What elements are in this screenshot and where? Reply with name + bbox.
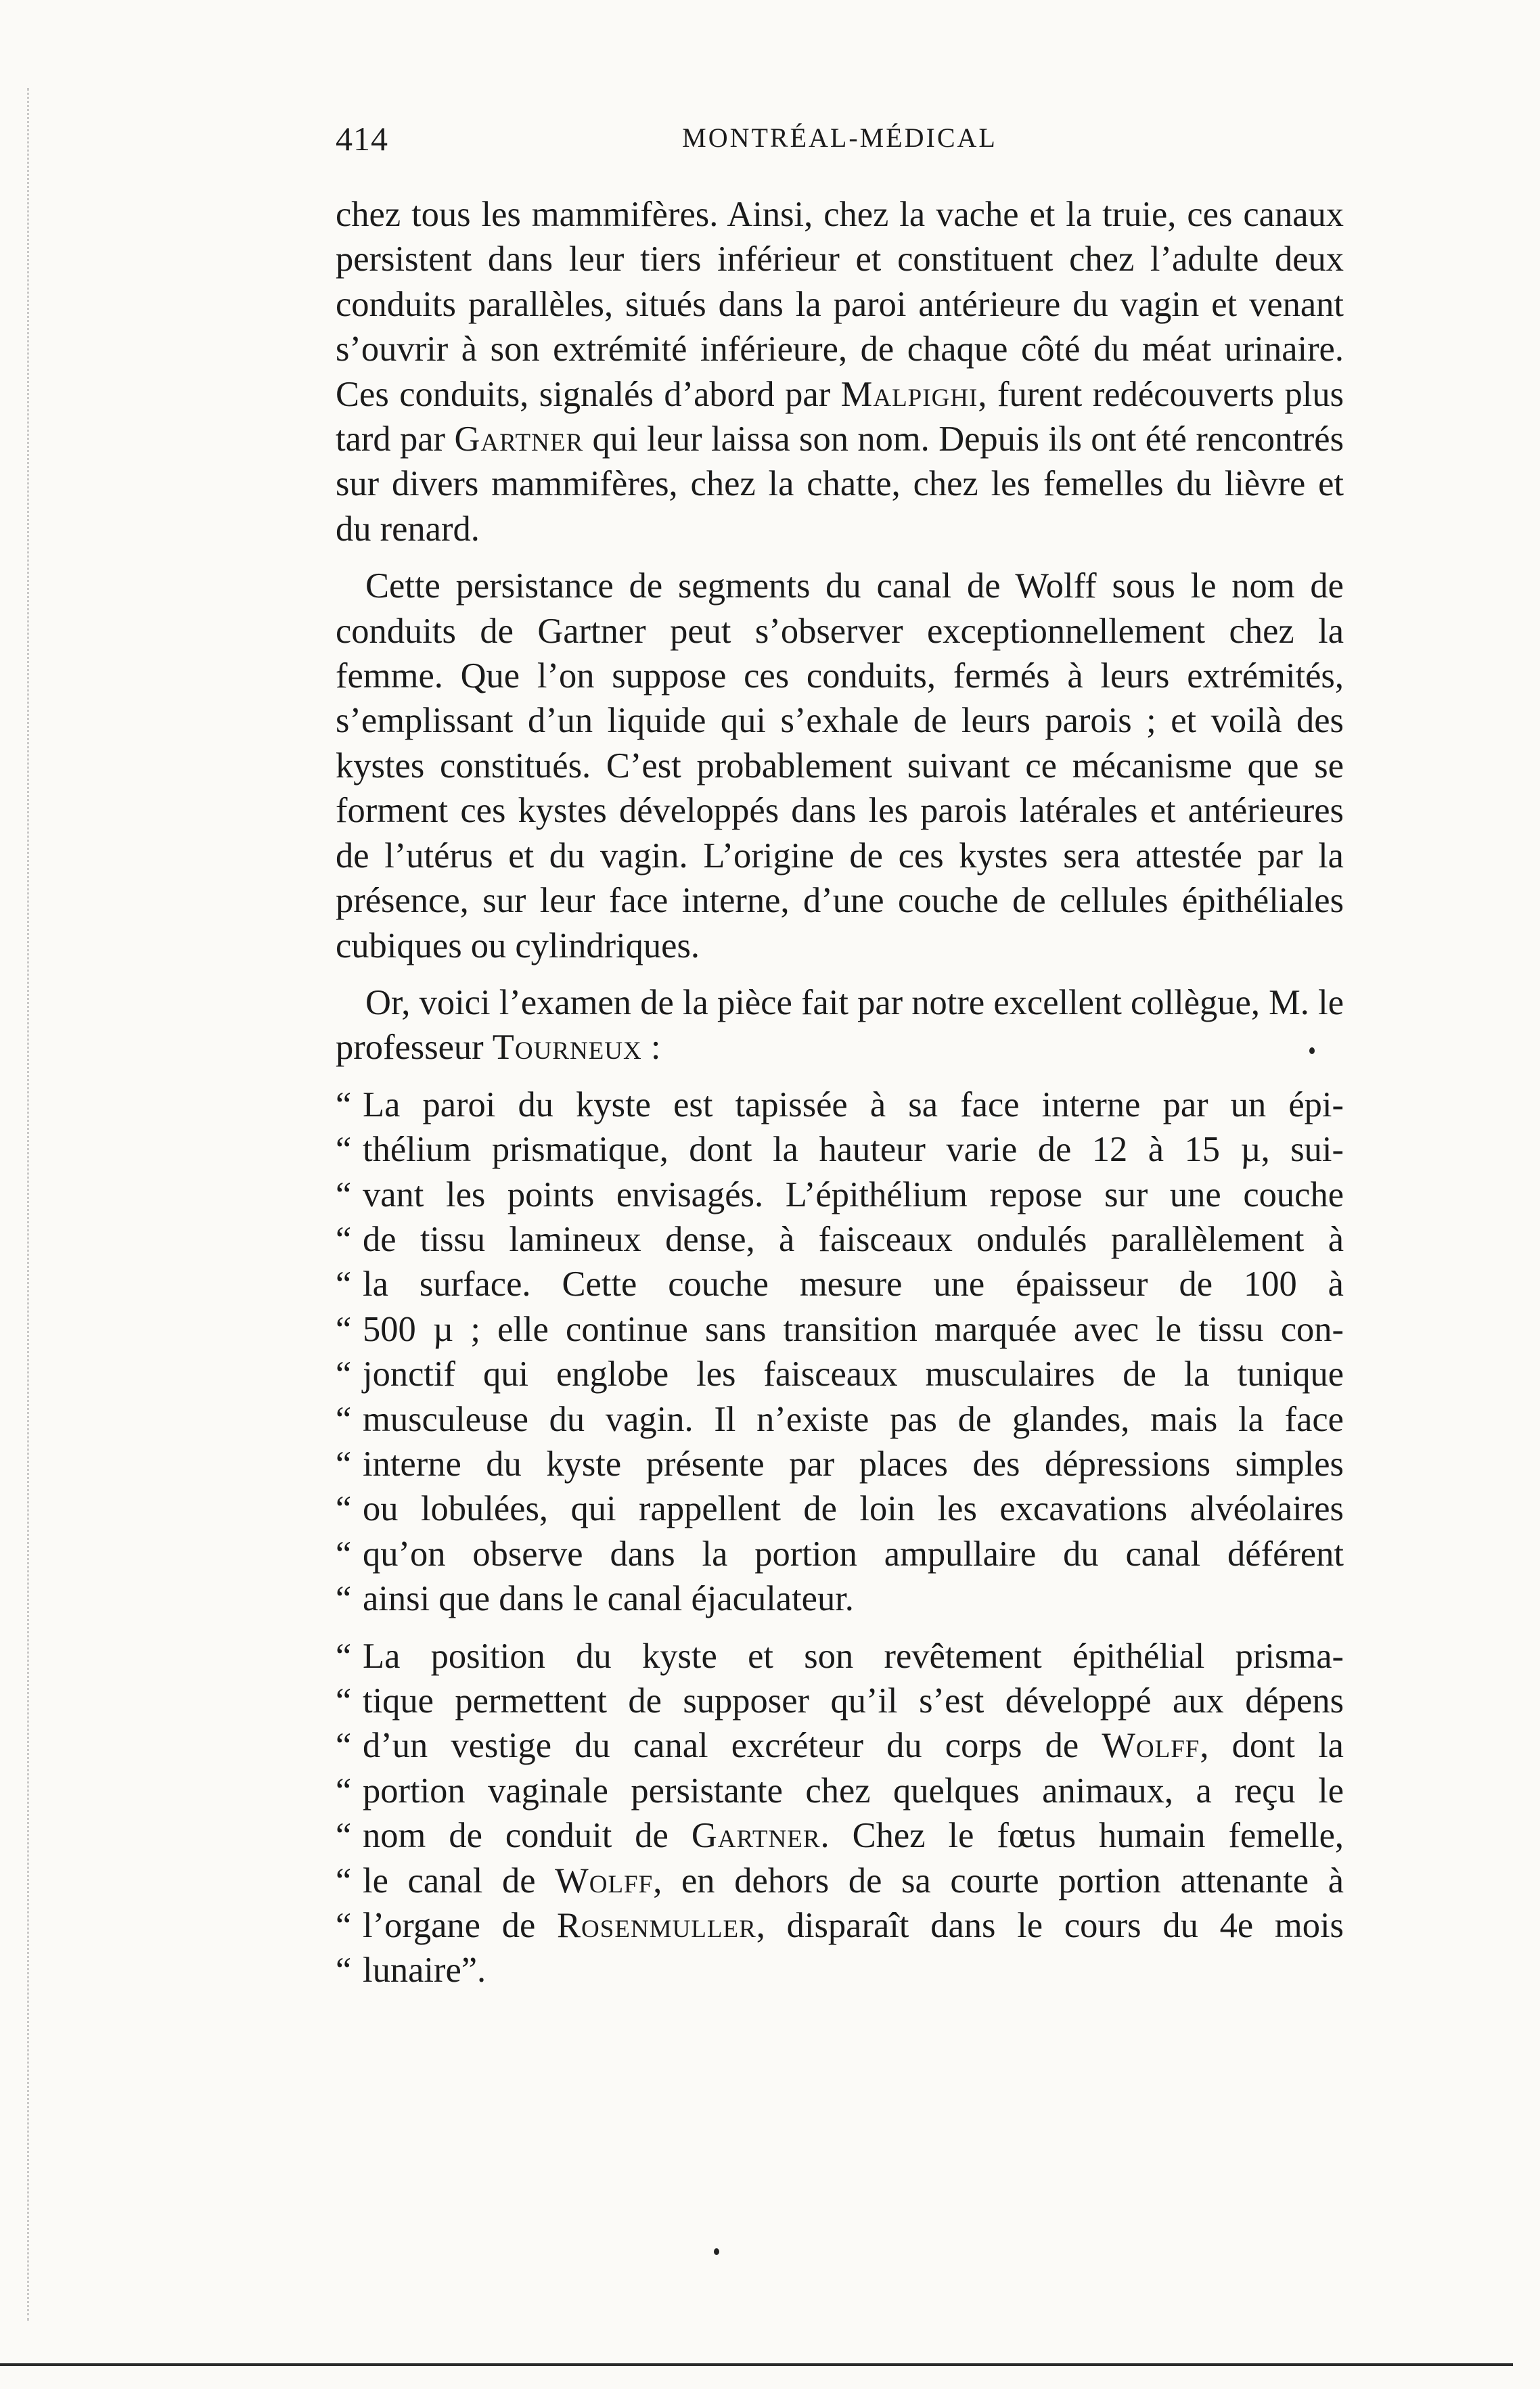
quote-line xyxy=(336,1723,1344,1768)
quote-line xyxy=(336,1397,1344,1442)
paragraph-1-mid: , furent redécouverts plus tard par xyxy=(336,374,1344,459)
quote-line xyxy=(336,1442,1344,1486)
quote-line xyxy=(336,1173,1344,1217)
paragraph-3 xyxy=(336,980,1344,1070)
quote-mark: “ xyxy=(336,1130,352,1170)
paragraph-3-text: Or, voici l’examen de la pièce fait par notre excellent collègue, M. le professeur xyxy=(336,982,1344,1068)
quote-mark: “ xyxy=(336,1636,352,1676)
quote-line-text: . Chez le fœtus humain femelle, xyxy=(820,1816,1344,1856)
quote-line-text: , disparaît dans le cours du 4e mois xyxy=(756,1906,1344,1946)
quote-line xyxy=(336,1769,1344,1813)
quote-mark: “ xyxy=(336,1444,352,1484)
quote-line-text: la surface. Cette couche mesure une épaisseur de 100 à xyxy=(363,1265,1344,1304)
running-title: MONTRÉAL-MÉDICAL xyxy=(682,122,997,153)
paragraph-2: Cette persistance de segments du canal de Wolff sous le nom de conduits de Gartner peut s’observer exceptionnellement chez la femme. Que l’on suppose ces conduits, fermés à leurs extrémités, s’emplissant d’un liquide qui s’exhale de leurs parois ; et voilà des kystes constitués. C’est probablement suivant ce mécanisme que se forment ces kystes développés dans les parois latérales et antérieures de l’utérus et du vagin. L’origine de ces kystes sera attestée par la présence, sur leur face interne, d’une couche de cellules épithéliales cubiques ou cylindriques. xyxy=(336,566,1344,965)
quote-line xyxy=(336,1352,1344,1396)
quote-line-text: , en dehors de sa courte portion attenante à xyxy=(653,1861,1344,1901)
quote-line xyxy=(336,1679,1344,1723)
quote-mark: “ xyxy=(336,1085,352,1124)
paragraph-1 xyxy=(336,192,1344,551)
quote-line-text: 500 µ ; elle continue sans transition marquée avec le tissu con- xyxy=(363,1309,1344,1349)
name-tourneux: Tourneux xyxy=(492,1028,642,1068)
quote-line xyxy=(336,1576,1344,1621)
quote-mark: “ xyxy=(336,1951,352,1990)
scan-margin-marks xyxy=(27,88,49,2321)
quote-mark: “ xyxy=(336,1489,352,1529)
quote-line-text: La position du kyste et son revêtement épithélial prisma- xyxy=(363,1636,1344,1676)
quote-line xyxy=(336,1859,1344,1903)
print-speck xyxy=(1309,1047,1315,1054)
proper-name: Wolff xyxy=(1102,1726,1200,1766)
quote-mark: “ xyxy=(336,1355,352,1394)
quotation-1 xyxy=(336,1083,1344,1622)
quote-line-text: d’un vestige du canal excréteur du corps de xyxy=(363,1726,1102,1766)
page-header xyxy=(336,119,1344,160)
quote-mark: “ xyxy=(336,1219,352,1259)
quote-line xyxy=(336,1948,1344,1993)
quote-line-text: le canal de xyxy=(363,1861,556,1901)
name-malpighi: Malpighi xyxy=(840,374,978,414)
quote-mark: “ xyxy=(336,1399,352,1439)
quote-mark: “ xyxy=(336,1906,352,1946)
quote-line-text: thélium prismatique, dont la hauteur varie de 12 à 15 µ, sui- xyxy=(363,1130,1344,1170)
quote-mark: “ xyxy=(336,1265,352,1304)
quote-line xyxy=(336,1532,1344,1576)
quote-line-text: l’organe de xyxy=(363,1906,558,1946)
quote-line-text: vant les points envisagés. L’épithélium repose sur une couche xyxy=(363,1175,1344,1214)
print-speck xyxy=(714,2248,719,2255)
proper-name: Wolff xyxy=(555,1861,654,1901)
quote-mark: “ xyxy=(336,1816,352,1856)
paragraph-1-text: chez tous les mammifères. Ainsi, chez la vache et la truie, ces canaux persistent dans leur tiers inférieur et constituent chez l’adulte deux conduits parallèles, situés dans la paroi antérieure du vagin et venant s’ouvrir à son extrémité inférieure, de chaque côté du méat urinaire. Ces conduits, signalés d’abord par xyxy=(336,195,1344,414)
quotation-2 xyxy=(336,1634,1344,1993)
quote-line xyxy=(336,1127,1344,1172)
quote-line-text: qu’on observe dans la portion ampullaire du canal déférent xyxy=(363,1534,1344,1574)
quote-mark: “ xyxy=(336,1579,352,1619)
quote-line xyxy=(336,1634,1344,1679)
page-number: 414 xyxy=(336,120,388,158)
quote-mark: “ xyxy=(336,1681,352,1721)
quote-line-text: ou lobulées, qui rappellent de loin les excavations alvéolaires xyxy=(363,1489,1344,1529)
quote-mark: “ xyxy=(336,1726,352,1766)
quote-line xyxy=(336,1903,1344,1948)
proper-name: Rosenmuller xyxy=(557,1906,756,1946)
quote-line-text: nom de conduit de xyxy=(363,1816,692,1856)
quote-mark: “ xyxy=(336,1175,352,1214)
quote-line xyxy=(336,1217,1344,1262)
quote-mark: “ xyxy=(336,1771,352,1811)
quote-line-text: , dont la xyxy=(1200,1726,1344,1766)
name-gartner: Gartner xyxy=(454,419,584,459)
quote-line-text: ainsi que dans le canal éjaculateur. xyxy=(363,1579,854,1619)
quote-line-text: de tissu lamineux dense, à faisceaux ondulés parallèlement à xyxy=(363,1219,1344,1259)
quote-line xyxy=(336,1486,1344,1531)
quote-mark: “ xyxy=(336,1534,352,1574)
quote-line-text: interne du kyste présente par places des dépressions simples xyxy=(363,1444,1344,1484)
body-text xyxy=(336,192,1344,1993)
scan-bottom-edge xyxy=(0,2363,1513,2366)
quote-line-text: musculeuse du vagin. Il n’existe pas de glandes, mais la face xyxy=(363,1399,1344,1439)
quote-line-text: portion vaginale persistante chez quelques animaux, a reçu le xyxy=(363,1771,1344,1811)
quote-mark: “ xyxy=(336,1861,352,1901)
quote-line-text: jonctif qui englobe les faisceaux musculaires de la tunique xyxy=(363,1355,1344,1394)
paragraph-3-end: : xyxy=(641,1028,661,1068)
paragraph-1-end: qui leur laissa son nom. Depuis ils ont été rencontrés sur divers mammifères, chez la chatte, chez les femelles du lièvre et du renard. xyxy=(336,419,1344,549)
quote-line-text: La paroi du kyste est tapissée à sa face interne par un épi- xyxy=(363,1085,1344,1124)
proper-name: Gartner xyxy=(691,1816,821,1856)
quote-line xyxy=(336,1083,1344,1127)
quote-line xyxy=(336,1262,1344,1306)
quote-line-text: tique permettent de supposer qu’il s’est développé aux dépens xyxy=(363,1681,1344,1721)
quote-line xyxy=(336,1813,1344,1858)
quote-mark: “ xyxy=(336,1309,352,1349)
quote-line xyxy=(336,1307,1344,1352)
quote-line-text: lunaire”. xyxy=(363,1951,486,1990)
